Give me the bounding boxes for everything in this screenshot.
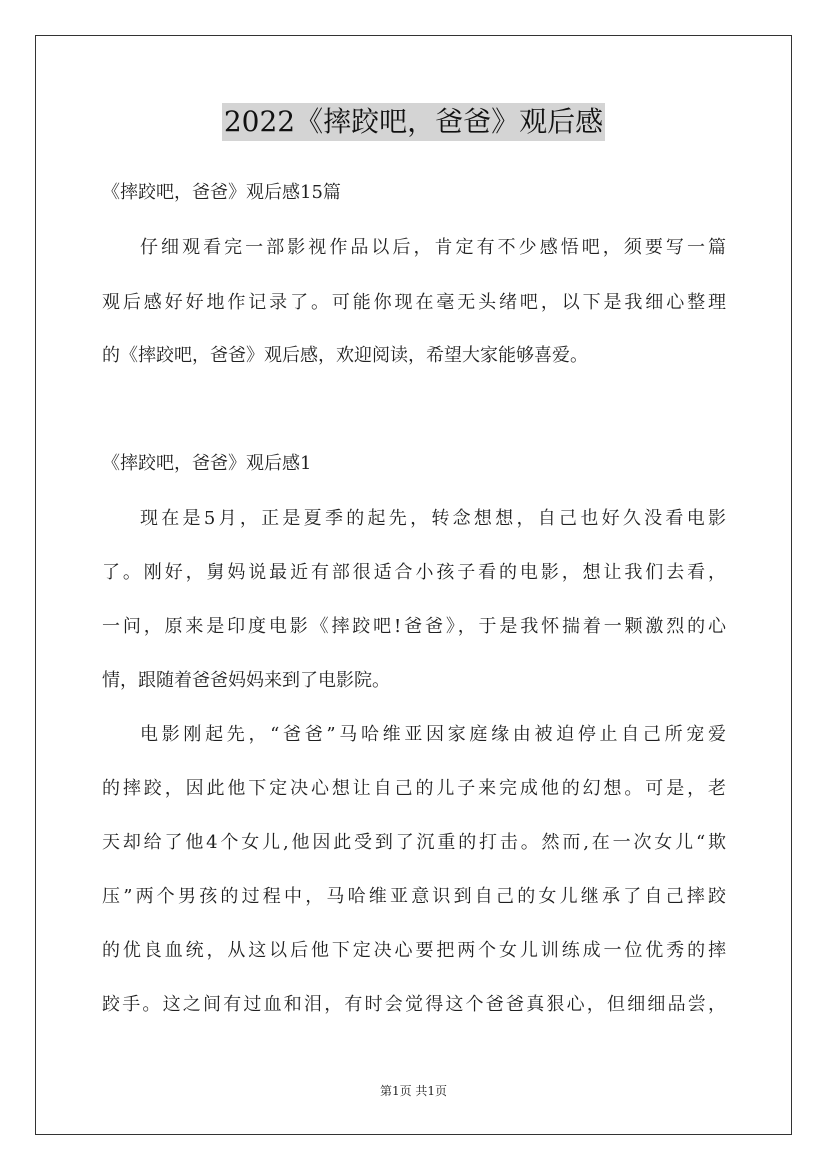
section-heading: 《摔跤吧，爸爸》观后感1 xyxy=(102,453,312,474)
paragraph-line: 观后感好好地作记录了。可能你现在毫无头绪吧，以下是我细心整理 xyxy=(102,292,726,313)
paragraph-line: 的《摔跤吧，爸爸》观后感，欢迎阅读，希望大家能够喜爱。 xyxy=(102,345,588,366)
paragraph-line: 电影刚起先，“爸爸”马哈维亚因家庭缘由被迫停止自己所宠爱 xyxy=(140,724,726,745)
paragraph-line: 的摔跤，因此他下定决心想让自己的儿子来完成他的幻想。可是，老 xyxy=(102,778,726,799)
paragraph-line: 仔细观看完一部影视作品以后，肯定有不少感悟吧，须要写一篇 xyxy=(140,237,726,258)
paragraph-line: 一问，原来是印度电影《摔跤吧!爸爸》，于是我怀揣着一颗激烈的心 xyxy=(102,616,726,637)
paragraph-line: 天却给了他4个女儿,他因此受到了沉重的打击。然而,在一次女儿“欺 xyxy=(102,832,726,853)
title-container xyxy=(0,103,827,141)
paragraph-line: 跤手。这之间有过血和泪，有时会觉得这个爸爸真狠心，但细细品尝， xyxy=(102,994,726,1015)
subtitle-line: 《摔跤吧，爸爸》观后感15篇 xyxy=(102,182,341,203)
paragraph-line: 现在是5月，正是夏季的起先，转念想想，自己也好久没看电影 xyxy=(140,508,726,529)
paragraph-line: 情，跟随着爸爸妈妈来到了电影院。 xyxy=(102,670,390,691)
document-title: 2022《摔跤吧，爸爸》观后感 xyxy=(222,103,605,141)
paragraph-line: 的优良血统，从这以后他下定决心要把两个女儿训练成一位优秀的摔 xyxy=(102,940,726,961)
page-footer: 第1页 共1页 xyxy=(379,1084,448,1098)
paragraph-line: 了。刚好，舅妈说最近有部很适合小孩子看的电影，想让我们去看， xyxy=(102,562,726,583)
paragraph-line: 压”两个男孩的过程中，马哈维亚意识到自己的女儿继承了自己摔跤 xyxy=(102,886,726,907)
